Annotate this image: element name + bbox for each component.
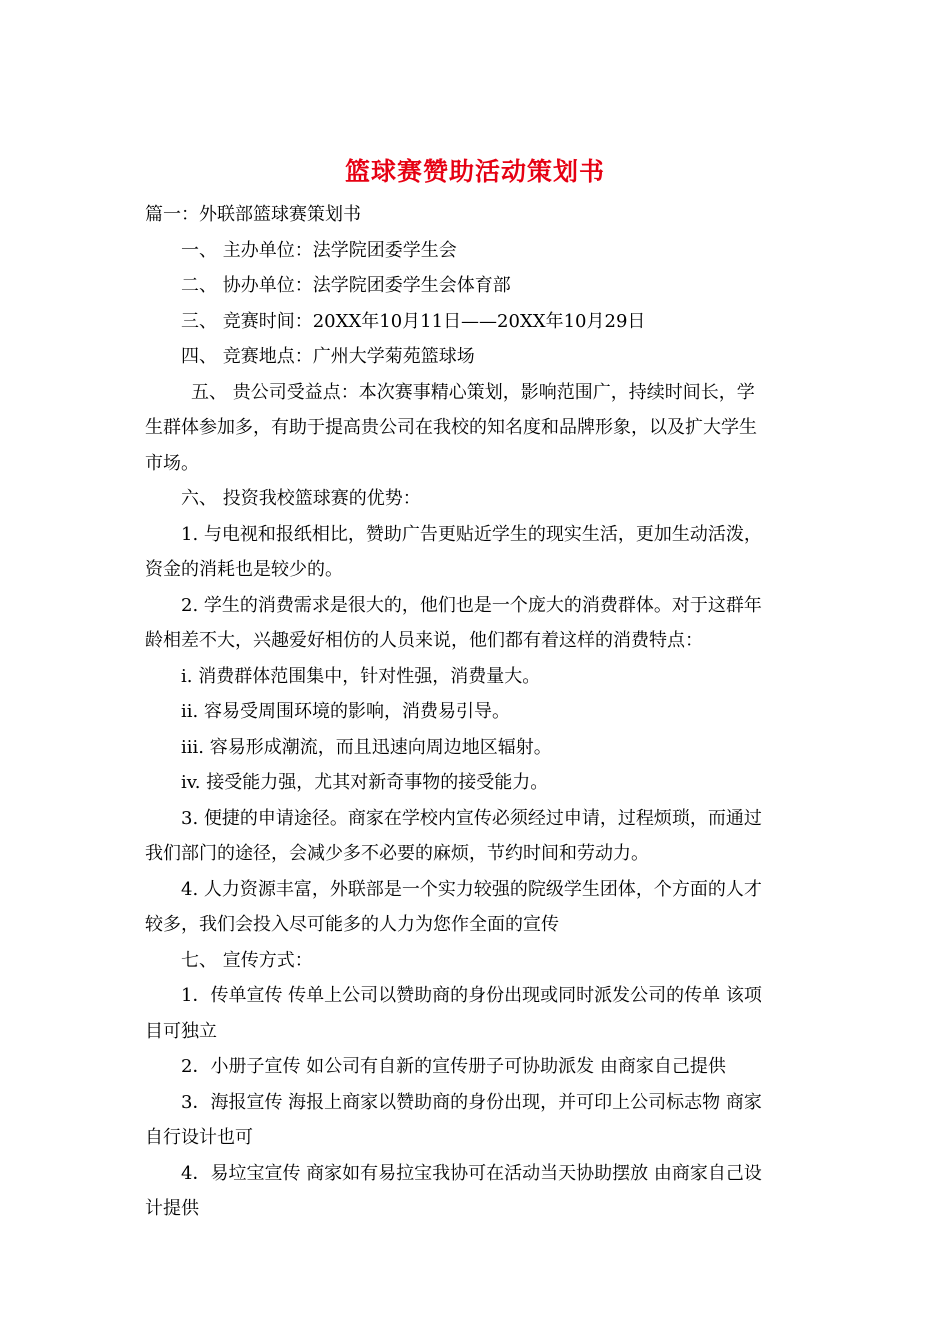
paragraph-line: 篇一：外联部篮球赛策划书 bbox=[145, 204, 361, 225]
paragraph-line: 五、 贵公司受益点：本次赛事精心策划，影响范围广，持续时间长，学 bbox=[191, 381, 755, 403]
paragraph-line: 四、 竞赛地点：广州大学菊苑篮球场 bbox=[181, 346, 475, 367]
paragraph-line: 3．海报宣传 海报上商家以赞助商的身份出现，并可印上公司标志物 商家 bbox=[181, 1091, 762, 1113]
paragraph-line: 市场。 bbox=[145, 452, 199, 474]
paragraph-line: 龄相差不大，兴趣爱好相仿的人员来说，他们都有着这样的消费特点： bbox=[145, 630, 703, 651]
paragraph-line: 目可独立 bbox=[145, 1020, 217, 1042]
paragraph-line: 2．小册子宣传 如公司有自新的宣传册子可协助派发 由商家自己提供 bbox=[181, 1056, 726, 1077]
paragraph-line: 六、 投资我校篮球赛的优势： bbox=[181, 488, 421, 509]
paragraph-line: ii. 容易受周围环境的影响，消费易引导。 bbox=[181, 701, 510, 722]
document-title: 篮球赛赞助活动策划书 bbox=[344, 157, 605, 186]
paragraph-line: 我们部门的途径，会减少多不必要的麻烦，节约时间和劳动力。 bbox=[145, 843, 649, 864]
paragraph-line: 一、 主办单位：法学院团委学生会 bbox=[181, 239, 457, 261]
paragraph-line: 4. 人力资源丰富，外联部是一个实力较强的院级学生团体，个方面的人才 bbox=[181, 878, 762, 900]
paragraph-line: 较多，我们会投入尽可能多的人力为您作全面的宣传 bbox=[145, 914, 559, 935]
paragraph-line: 计提供 bbox=[145, 1198, 199, 1219]
paragraph-line: 自行设计也可 bbox=[145, 1127, 253, 1148]
paragraph-line: 1. 与电视和报纸相比，赞助广告更贴近学生的现实生活，更加生动活泼， bbox=[181, 523, 762, 545]
paragraph-line: 资金的消耗也是较少的。 bbox=[145, 559, 343, 580]
paragraph-line: 三、 竞赛时间：20XX年10月11日——20XX年10月29日 bbox=[181, 310, 646, 332]
paragraph-line: 生群体参加多，有助于提高贵公司在我校的知名度和品牌形象，以及扩大学生 bbox=[145, 417, 757, 438]
paragraph-line: 2. 学生的消费需求是很大的，他们也是一个庞大的消费群体。对于这群年 bbox=[181, 594, 762, 616]
paragraph-line: 二、 协办单位：法学院团委学生会体育部 bbox=[181, 275, 511, 296]
paragraph-line: i. 消费群体范围集中，针对性强，消费量大。 bbox=[181, 665, 541, 687]
paragraph-line: 3. 便捷的申请途径。商家在学校内宣传必须经过申请，过程烦琐，而通过 bbox=[181, 807, 762, 829]
paragraph-line: 1．传单宣传 传单上公司以赞助商的身份出现或同时派发公司的传单 该项 bbox=[181, 985, 762, 1006]
paragraph-line: iii. 容易形成潮流，而且迅速向周边地区辐射。 bbox=[181, 736, 552, 758]
paragraph-line: 4．易垃宝宣传 商家如有易拉宝我协可在活动当天协助摆放 由商家自己设 bbox=[181, 1162, 762, 1184]
paragraph-line: iv. 接受能力强，尤其对新奇事物的接受能力。 bbox=[181, 772, 549, 793]
paragraph-line: 七、 宣传方式： bbox=[181, 949, 313, 971]
document-body bbox=[145, 197, 810, 1227]
